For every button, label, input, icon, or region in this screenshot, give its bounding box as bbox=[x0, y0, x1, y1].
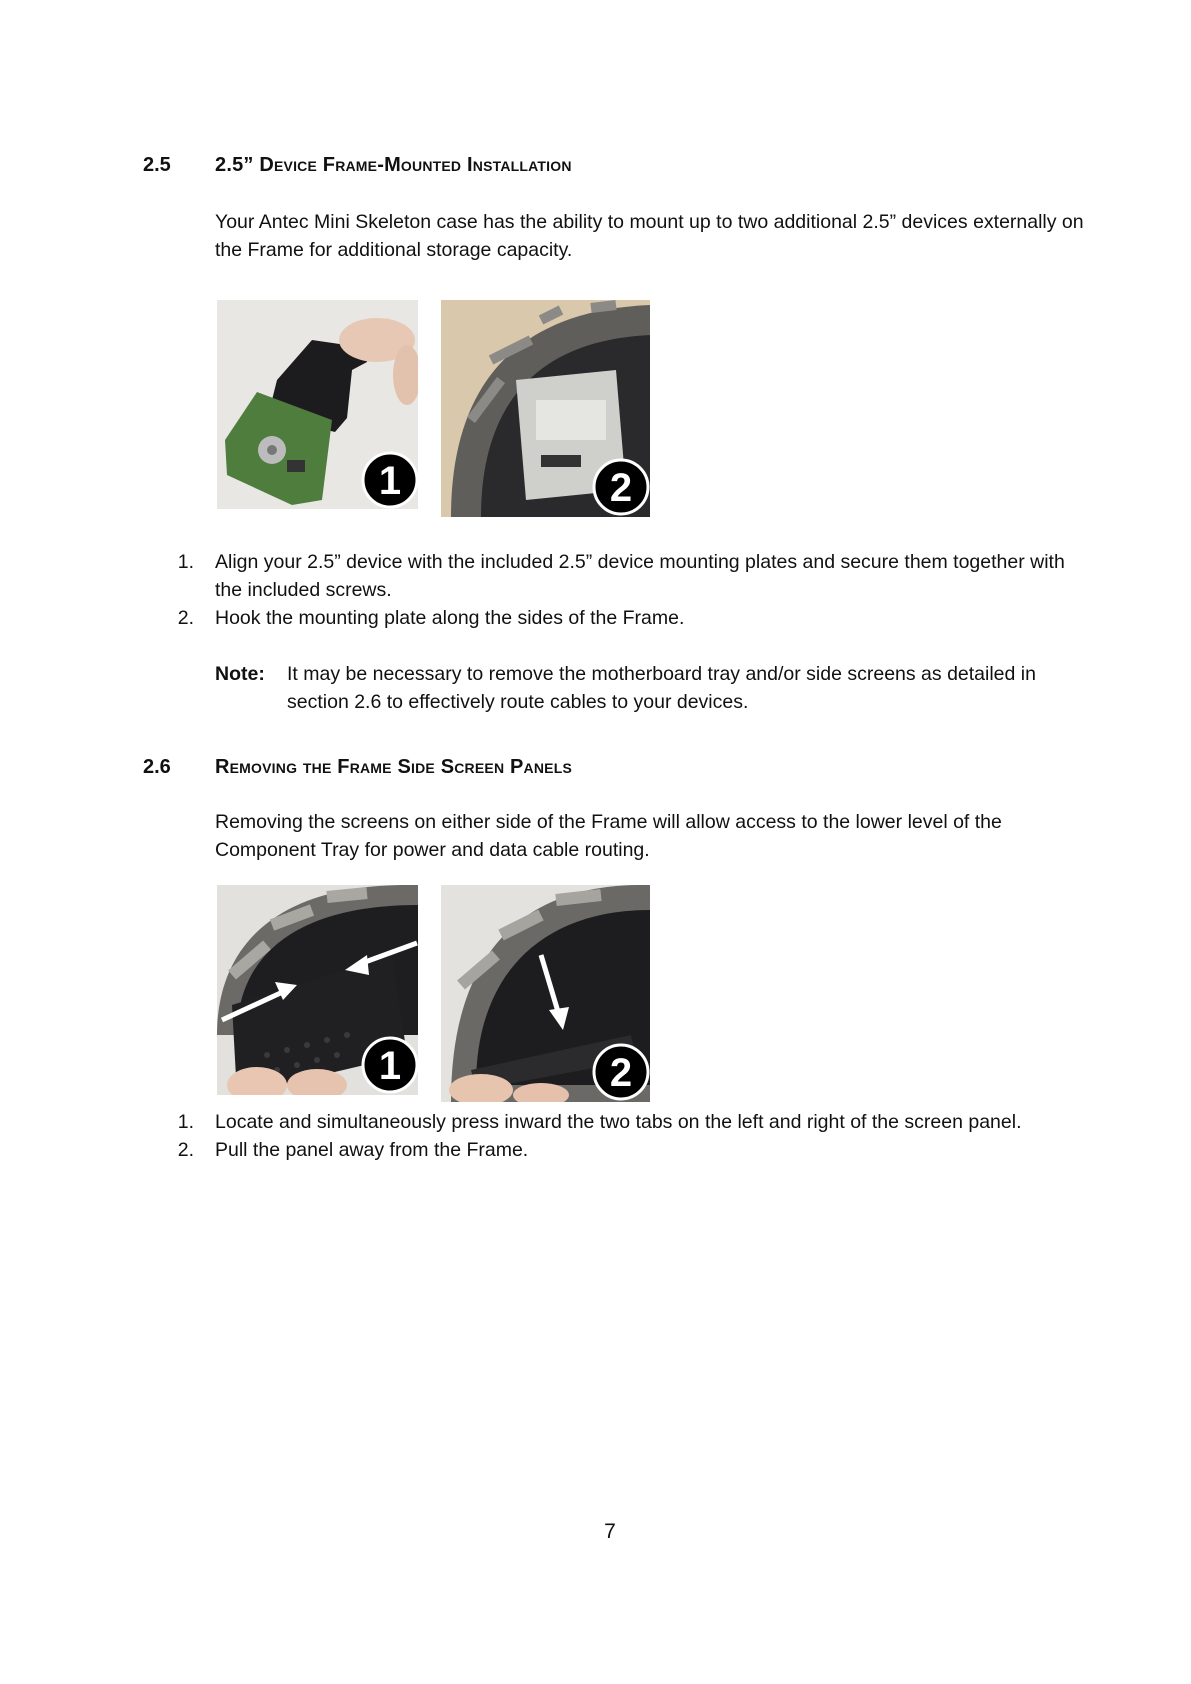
step-badge: 2 bbox=[609, 466, 633, 510]
list-item: Pull the panel away from the Frame. bbox=[215, 1139, 529, 1161]
section-intro: Removing the screens on either side of the Frame will allow access to the lower level of the Component Tray for power and data cable routing. bbox=[215, 811, 1002, 861]
step-badge: 1 bbox=[378, 459, 402, 503]
hdd-mounting-plate-photo bbox=[217, 300, 418, 509]
list-item-number: 2. bbox=[177, 607, 194, 629]
section-intro: Your Antec Mini Skeleton case has the ability to mount up to two additional 2.5” devices externally on the Frame for additional storage capacity. bbox=[215, 211, 1084, 261]
section-title: Removing the Frame Side Screen Panels bbox=[215, 756, 572, 778]
section-title: 2.5” Device Frame-Mounted Installation bbox=[215, 154, 572, 176]
section-number: 2.6 bbox=[143, 756, 171, 778]
list-item-number: 1. bbox=[177, 1111, 194, 1133]
step-badge: 2 bbox=[609, 1051, 633, 1095]
pull-panel-photo bbox=[441, 885, 650, 1102]
press-tabs-photo bbox=[217, 885, 418, 1095]
list-item-number: 1. bbox=[177, 551, 194, 573]
note-text: It may be necessary to remove the motherboard tray and/or side screens as detailed in section 2.6 to effectively route cables to your devices. bbox=[287, 663, 1036, 713]
list-item: Align your 2.5” device with the included 2.5” device mounting plates and secure them together with the included screws. bbox=[215, 551, 1065, 601]
note-label: Note: bbox=[215, 663, 265, 685]
hdd-mounted-on-frame-photo bbox=[441, 300, 650, 517]
step-badge: 1 bbox=[378, 1044, 402, 1088]
list-item: Hook the mounting plate along the sides of the Frame. bbox=[215, 607, 685, 629]
list-item-number: 2. bbox=[177, 1139, 194, 1161]
page-number: 7 bbox=[604, 1520, 616, 1543]
section-number: 2.5 bbox=[143, 154, 171, 176]
list-item: Locate and simultaneously press inward the two tabs on the left and right of the screen panel. bbox=[215, 1111, 1022, 1133]
